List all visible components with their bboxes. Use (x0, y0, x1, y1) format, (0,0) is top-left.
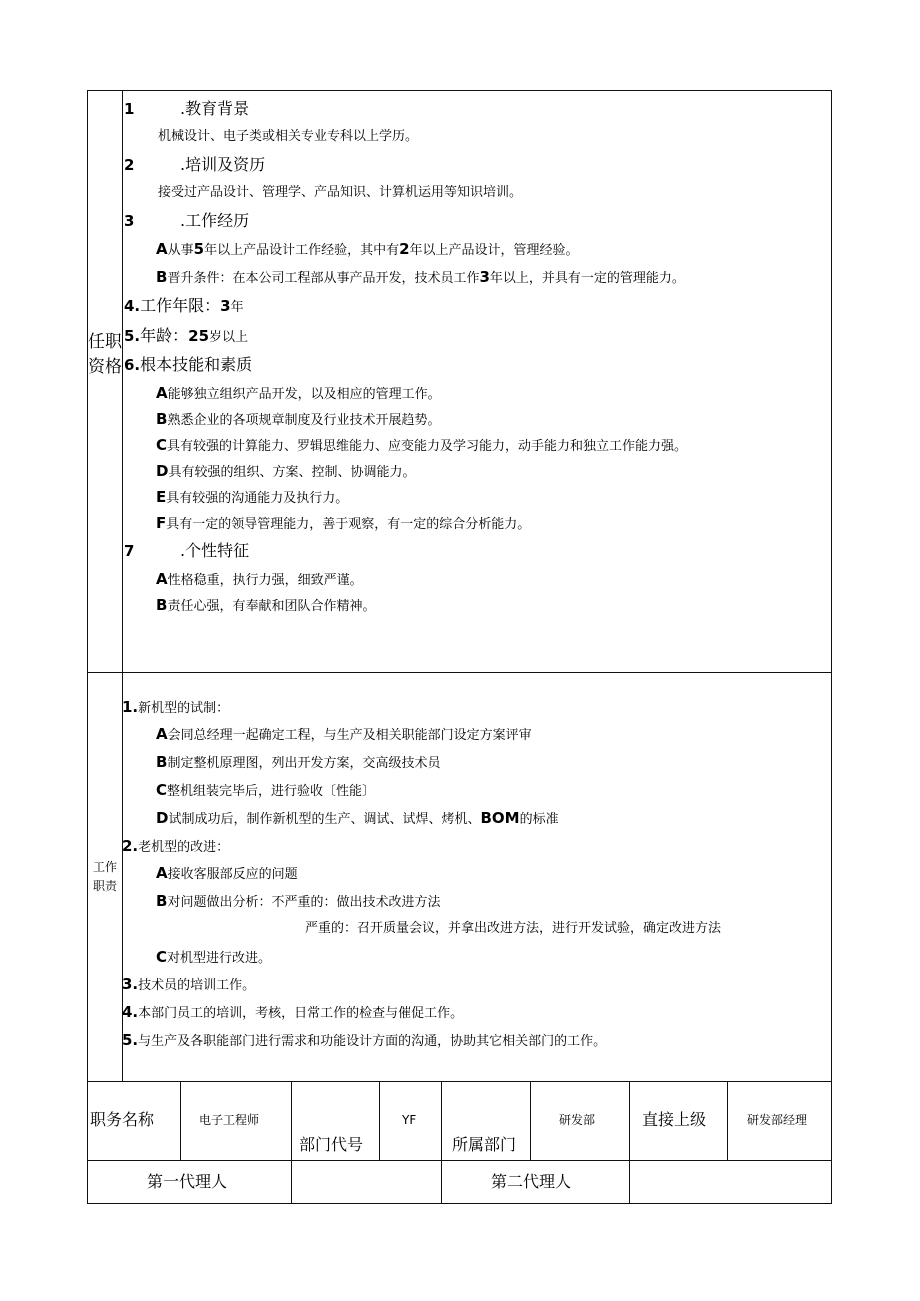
item-marker: E (156, 488, 167, 506)
personality-number: 7 (124, 542, 135, 560)
item-marker: D (156, 462, 169, 480)
personality-item-a (156, 572, 363, 587)
skills-item-b (156, 412, 440, 427)
skills-item-c (156, 438, 687, 453)
duty-2-item-b-continued: 严重的：召开质量会议，并拿出改进方法，进行开发试验，确定改进方法 (305, 921, 722, 936)
duty-4 (122, 1005, 463, 1020)
label-column-divider (122, 90, 123, 1082)
skills-item-f (156, 516, 530, 531)
item-text: 试制成功后，制作新机型的生产、调试、试焊、烤机、 (168, 812, 481, 827)
item-text: 具有较强的计算能力、罗辑思维能力、应变能力及学习能力，动手能力和独立工作能力强。 (167, 439, 688, 454)
item-text: 会同总经理一起确定工程，与生产及相关职能部门设定方案评审 (167, 728, 532, 743)
duty-2-heading (122, 839, 229, 854)
position-value: 电子工程师 (199, 1113, 260, 1127)
item-text: 接收客服部反应的问题 (167, 867, 298, 882)
item-text: 具有较强的组织、方案、控制、协调能力。 (168, 465, 416, 480)
experience-heading: .工作经历 (180, 211, 250, 230)
duty-2-item-a (156, 866, 298, 881)
dept-label: 所属部门 (452, 1135, 517, 1154)
training-number: 2 (124, 156, 135, 174)
bom-term: BOM (480, 809, 520, 827)
item-text: 对机型进行改进。 (167, 951, 272, 966)
training-heading: .培训及资历 (180, 155, 266, 174)
item-marker: B (156, 892, 168, 910)
table-border-right (831, 90, 832, 1204)
dept-code-value: YF (402, 1113, 417, 1127)
duty-1-item-b (156, 755, 440, 770)
footer-divider-3 (379, 1081, 380, 1161)
item-marker: C (156, 948, 168, 966)
agent1-label: 第一代理人 (147, 1172, 228, 1191)
footer-divider-7 (727, 1081, 728, 1161)
duty-2-item-c (156, 950, 271, 965)
footer-divider-5 (530, 1081, 531, 1161)
item-marker: C (156, 436, 168, 454)
duty-title: 老机型的改进： (138, 840, 230, 855)
item-text: 具有较强的沟通能力及执行力。 (166, 491, 349, 506)
duty-title: 新机型的试制： (138, 701, 230, 716)
duty-text: 本部门员工的培训，考核，日常工作的检查与催促工作。 (138, 1006, 464, 1021)
item-text: 能够独立组织产品开发，以及相应的管理工作。 (167, 387, 441, 402)
footer-divider-4 (441, 1081, 442, 1204)
table-divider-footer-rows (87, 1160, 832, 1161)
item-text: 晋升条件：在本公司工程部从事产品开发，技术员工作 (167, 271, 480, 286)
table-divider-qualifications-duties (87, 672, 832, 673)
item-text: 整机组装完毕后，进行验收〔性能〕 (167, 784, 376, 799)
item-text: 熟悉企业的各项规章制度及行业技术开展趋势。 (167, 413, 441, 428)
training-text: 接受过产品设计、管理学、产品知识、计算机运用等知识培训。 (158, 185, 523, 200)
item-marker: A (156, 384, 168, 402)
item-marker: C (156, 781, 168, 799)
agent2-label: 第二代理人 (491, 1172, 572, 1191)
skills-item-e (156, 490, 348, 505)
supervisor-label: 直接上级 (642, 1110, 707, 1129)
table-border-left (87, 90, 88, 1204)
age-heading: 年龄： (140, 326, 189, 345)
experience-number: 3 (124, 212, 135, 230)
work-years-value: 3 (220, 297, 231, 315)
skills-heading: 根本技能和素质 (140, 355, 253, 374)
work-years-number: 4. (124, 297, 141, 315)
duty-3 (122, 977, 255, 992)
skills-number: 6. (124, 356, 141, 374)
education-number: 1 (124, 100, 135, 118)
skills-item-a (156, 386, 441, 401)
education-text: 机械设计、电子类或相关专业专科以上学历。 (158, 129, 419, 144)
education-heading: .教育背景 (180, 99, 250, 118)
item-number: 2 (399, 240, 410, 258)
item-marker: A (156, 240, 168, 258)
work-years-heading: 工作年限： (140, 296, 221, 315)
skills-row (124, 357, 252, 373)
item-marker: A (156, 570, 168, 588)
personality-item-b (156, 598, 375, 613)
duty-text: 技术员的培训工作。 (138, 978, 256, 993)
item-text: 责任心强，有奉献和团队合作精神。 (167, 599, 376, 614)
item-text: 性格稳重，执行力强，细致严谨。 (167, 573, 363, 588)
item-number: 3 (479, 268, 490, 286)
duty-number: 5. (122, 1031, 139, 1049)
item-text: 从事 (167, 243, 194, 258)
item-marker: B (156, 410, 168, 428)
duty-1-heading (122, 700, 229, 715)
item-text: 制定整机原理图，列出开发方案，交高级技术员 (167, 756, 441, 771)
skills-item-d (156, 464, 415, 479)
table-border-top (87, 90, 832, 91)
position-label: 职务名称 (90, 1110, 155, 1129)
duty-1-item-a (156, 727, 532, 742)
table-divider-duties-footer (87, 1081, 832, 1082)
duty-5 (122, 1033, 606, 1048)
work-years-row (124, 298, 244, 314)
duty-number: 2. (122, 837, 139, 855)
duty-number: 4. (122, 1003, 139, 1021)
experience-item-a (156, 242, 579, 257)
dept-code-label: 部门代号 (299, 1135, 364, 1154)
agent1-value[interactable] (300, 1174, 430, 1192)
item-marker: B (156, 753, 168, 771)
age-value: 25 (188, 327, 210, 345)
duty-1-item-c (156, 783, 375, 798)
item-text: 年以上，并具有一定的管理能力。 (489, 271, 685, 286)
dept-value: 研发部 (559, 1113, 596, 1127)
duty-number: 1. (122, 698, 139, 716)
supervisor-value: 研发部经理 (747, 1113, 808, 1127)
item-text: 年以上产品设计，管理经验。 (409, 243, 579, 258)
footer-divider-2 (291, 1081, 292, 1204)
duty-number: 3. (122, 975, 139, 993)
personality-heading: .个性特征 (180, 541, 250, 560)
duty-text: 与生产及各职能部门进行需求和功能设计方面的沟通，协助其它相关部门的工作。 (138, 1034, 607, 1049)
agent2-value[interactable] (640, 1174, 820, 1192)
age-row (124, 328, 248, 344)
item-number: 5 (193, 240, 205, 258)
item-text: 的标准 (519, 812, 559, 827)
item-marker: B (156, 268, 168, 286)
footer-divider-6 (629, 1081, 630, 1204)
item-marker: A (156, 725, 168, 743)
age-number: 5. (124, 327, 141, 345)
item-marker: D (156, 809, 169, 827)
experience-item-b (156, 270, 685, 285)
footer-divider-1 (180, 1081, 181, 1161)
table-border-bottom (87, 1203, 832, 1204)
item-marker: A (156, 864, 168, 882)
duty-1-item-d (156, 811, 559, 826)
item-text: 具有一定的领导管理能力，善于观察，有一定的综合分析能力。 (166, 517, 531, 532)
item-text: 对问题做出分析：不严重的：做出技术改进方法 (167, 895, 441, 910)
work-years-unit: 年 (230, 300, 244, 315)
age-unit: 岁以上 (209, 330, 249, 345)
qualifications-label: 任职资格 (88, 332, 122, 377)
duties-label: 工作职责 (92, 860, 117, 893)
item-text: 年以上产品设计工作经验，其中有 (204, 243, 400, 258)
duty-2-item-b (156, 894, 440, 909)
item-marker: B (156, 596, 168, 614)
item-marker: F (156, 514, 167, 532)
